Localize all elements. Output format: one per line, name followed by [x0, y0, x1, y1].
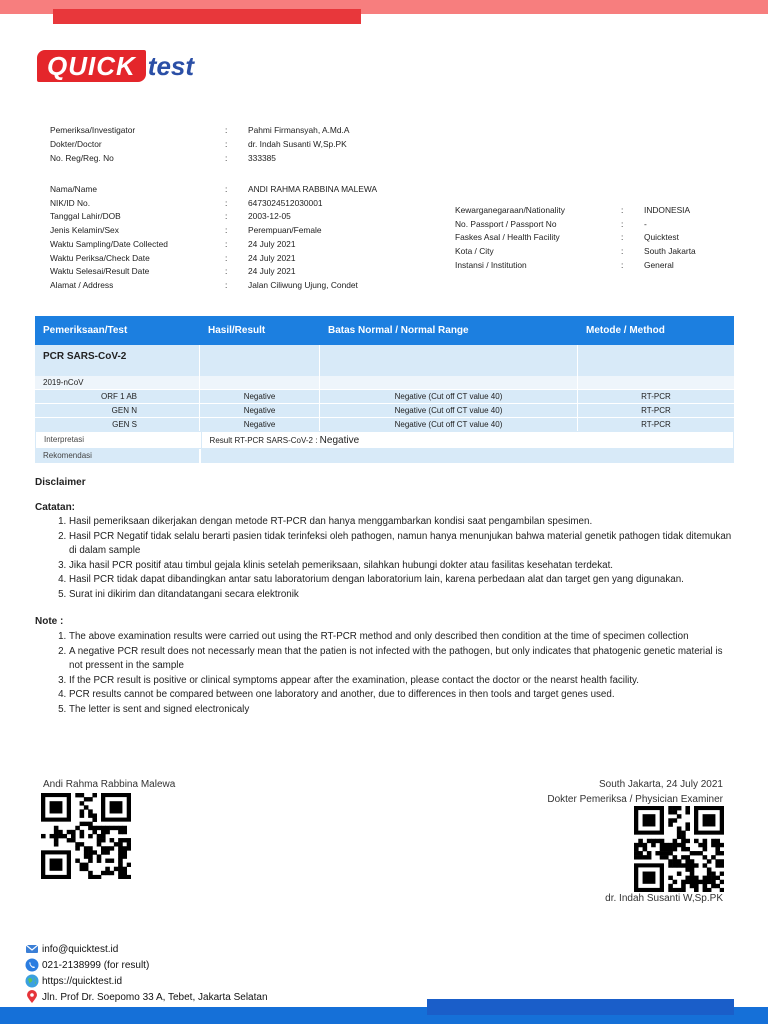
info-value: South Jakarta	[644, 246, 696, 257]
interpretation-prefix: Result RT-PCR SARS-CoV-2 :	[209, 436, 320, 445]
info-value: dr. Indah Susanti W,Sp.PK	[248, 139, 347, 149]
info-separator: :	[225, 238, 228, 249]
catatan-title: Catatan:	[35, 502, 76, 513]
qr-code-icon	[41, 793, 131, 879]
table-row	[35, 389, 734, 403]
info-label: No. Passport / Passport No	[455, 218, 557, 229]
info-label: Nama/Name	[50, 184, 98, 194]
info-separator: :	[225, 266, 228, 277]
info-separator: :	[621, 259, 624, 270]
top-decor-bar	[53, 9, 361, 24]
bottom-decor-bar	[427, 999, 734, 1015]
investigator-info	[50, 125, 430, 169]
info-label: Dokter/Doctor	[50, 139, 102, 149]
table-row	[35, 417, 734, 431]
info-separator: :	[621, 246, 624, 257]
interpretation-value: Negative	[319, 435, 360, 446]
info-value: ANDI RAHMA RABBINA MALEWA	[248, 184, 378, 194]
interpretation-label: Interpretasi	[36, 432, 201, 448]
row-test: GEN S	[35, 418, 200, 431]
signature-place-date: South Jakarta, 24 July 2021	[599, 779, 723, 790]
header-method: Metode / Method	[586, 325, 665, 336]
list-item: 1. The above examination results were carried out using the RT-PCR method and only described then condition at the time of specimen collection	[69, 630, 732, 645]
info-value: 333385	[248, 153, 276, 163]
info-separator: :	[621, 218, 624, 229]
examiner-title: Dokter Pemeriksa / Physician Examiner	[547, 794, 723, 805]
row-method: RT-PCR	[641, 392, 671, 401]
logo-test: test	[147, 50, 195, 81]
phone-icon	[25, 958, 39, 972]
info-label: Alamat / Address	[50, 280, 114, 290]
row-range: Negative (Cut off CT value 40)	[320, 404, 578, 417]
contact-address-text: Jln. Prof Dr. Soepomo 33 A, Tebet, Jakarta Selatan	[42, 991, 268, 1003]
info-label: Pemeriksa/Investigator	[50, 125, 136, 135]
info-separator: :	[621, 232, 624, 243]
row-result: Negative	[200, 404, 320, 417]
list-item: 1. Hasil pemeriksaan dikerjakan dengan metode RT-PCR dan hanya menggambarkan kondisi saat pengambilan spesimen.	[69, 515, 732, 530]
interpretation-text	[201, 432, 733, 448]
info-separator: :	[225, 125, 228, 135]
list-item: 2. Hasil PCR Negatif tidak selalu berarti pasien tidak terinfeksi oleh pathogen, namun hanya menunjukan bahwa material genetik pathogen tidak ditemukan di dalam sample	[69, 530, 732, 559]
row-test: GEN N	[35, 404, 200, 417]
info-value: 2003-12-05	[248, 211, 291, 222]
info-label: Kota / City	[455, 246, 494, 257]
list-item: 4. PCR results cannot be compared between one laboratory and another, due to differences in then tools and target genes used.	[69, 688, 732, 703]
info-separator: :	[225, 280, 228, 290]
info-separator: :	[225, 139, 228, 149]
info-label: Waktu Sampling/Date Collected	[50, 238, 168, 249]
info-value: Quicktest	[644, 232, 679, 243]
row-result: Negative	[200, 418, 320, 431]
info-label: Kewarganegaraan/Nationality	[455, 205, 565, 215]
interpretation-row	[35, 431, 734, 449]
note-list	[52, 630, 732, 717]
info-value: Perempuan/Female	[248, 225, 322, 236]
doctor-signature-name: dr. Indah Susanti W,Sp.PK	[605, 893, 723, 904]
info-value: Jalan Ciliwung Ujung, Condet	[248, 280, 358, 290]
row-range: Negative (Cut off CT value 40)	[320, 390, 578, 403]
results-table	[35, 316, 734, 463]
info-value: -	[644, 218, 647, 229]
logo-quick: QUICK	[37, 50, 146, 82]
location-pin-icon	[25, 990, 39, 1004]
patient-info-right	[455, 205, 745, 275]
disclaimer-title: Disclaimer	[35, 477, 86, 488]
test-group-name: PCR SARS-CoV-2	[35, 345, 200, 376]
list-item: 5. Surat ini dikirim dan ditandatangani secara elektronik	[69, 588, 732, 603]
contact-address	[25, 990, 268, 1004]
list-item: 5. The letter is sent and signed electronicaly	[69, 703, 732, 718]
contact-email	[25, 942, 118, 956]
info-separator: :	[225, 197, 228, 208]
quicktest-logo	[37, 50, 194, 82]
contact-email-text[interactable]: info@quicktest.id	[42, 943, 119, 955]
info-label: NIK/ID No.	[50, 197, 91, 208]
info-label: Waktu Selesai/Result Date	[50, 266, 150, 277]
info-value: 24 July 2021	[248, 252, 296, 263]
info-separator: :	[225, 153, 228, 163]
info-separator: :	[225, 225, 228, 236]
header-range: Batas Normal / Normal Range	[328, 325, 469, 336]
row-test: ORF 1 AB	[35, 390, 200, 403]
row-result: Negative	[200, 390, 320, 403]
info-value: 24 July 2021	[248, 266, 296, 277]
info-separator: :	[225, 184, 228, 194]
contact-phone	[25, 958, 149, 972]
patient-info	[50, 184, 430, 294]
catatan-list	[52, 515, 732, 602]
contact-website-text[interactable]: https://quicktest.id	[42, 975, 123, 987]
info-value: 6473024512030001	[248, 197, 323, 208]
header-result: Hasil/Result	[208, 325, 266, 336]
qr-code-icon	[634, 806, 724, 892]
email-icon	[25, 942, 39, 956]
info-separator: :	[621, 205, 624, 215]
row-range: Negative (Cut off CT value 40)	[320, 418, 578, 431]
recommendation-label: Rekomendasi	[35, 449, 200, 463]
info-value: 24 July 2021	[248, 238, 296, 249]
info-value: INDONESIA	[644, 205, 691, 215]
info-separator: :	[225, 252, 228, 263]
globe-icon	[25, 974, 39, 988]
info-value: General	[644, 259, 674, 270]
table-row	[35, 403, 734, 417]
list-item: 4. Hasil PCR tidak dapat dibandingkan antar satu laboratorium dengan laboratorium lain, karena perbedaan alat dan target gen yang digunakan.	[69, 573, 732, 588]
info-label: Instansi / Institution	[455, 259, 527, 270]
results-header	[35, 316, 734, 345]
list-item: 2. A negative PCR result does not necessarly mean that the patien is not infected with the pathogen, but only indicates that phatogenic genetic material is not pressent in the sample	[69, 645, 732, 674]
patient-signature-name: Andi Rahma Rabbina Malewa	[43, 779, 176, 790]
info-value: Pahmi Firmansyah, A.Md.A	[248, 125, 350, 135]
info-separator: :	[225, 211, 228, 222]
list-item: 3. Jika hasil PCR positif atau timbul gejala klinis setelah pemeriksaan, silahkan hubungi dokter atau fasilitas kesehatan terdekat.	[69, 559, 732, 574]
test-group-row	[35, 345, 734, 376]
subgroup-name: 2019-nCoV	[35, 376, 200, 389]
contact-phone-text: 021-2138999 (for result)	[42, 959, 150, 971]
subgroup-row	[35, 376, 734, 389]
contact-website	[25, 974, 122, 988]
info-label: Jenis Kelamin/Sex	[50, 225, 119, 236]
recommendation-row	[35, 449, 734, 463]
row-method: RT-PCR	[641, 420, 671, 429]
header-test: Pemeriksaan/Test	[43, 325, 128, 336]
list-item: 3. If the PCR result is positive or clinical symptoms appear after the examination, please contact the doctor or the nearst health facility.	[69, 674, 732, 689]
info-label: Waktu Periksa/Check Date	[50, 252, 150, 263]
info-label: Tanggal Lahir/DOB	[50, 211, 121, 222]
info-label: No. Reg/Reg. No	[50, 153, 114, 163]
row-method: RT-PCR	[641, 406, 671, 415]
info-label: Faskes Asal / Health Facility	[455, 232, 560, 243]
note-title: Note :	[35, 616, 64, 627]
